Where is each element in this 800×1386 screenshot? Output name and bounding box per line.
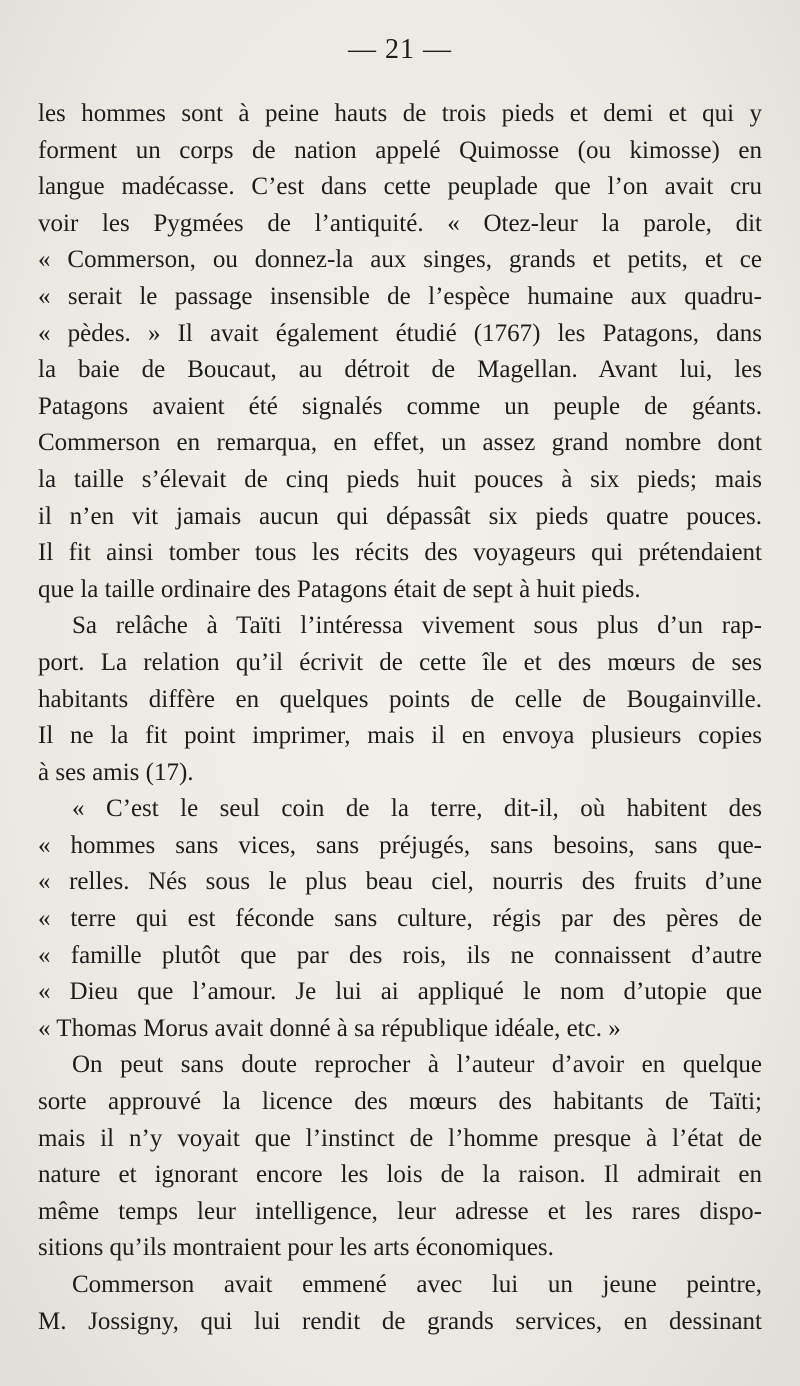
text-line: port. La relation qu’il écrivit de cette île et des mœurs de ses: [38, 648, 762, 676]
text-line: M. Jossigny, qui lui rendit de grands services, en dessinant: [38, 1307, 762, 1335]
text-line: « hommes sans vices, sans préjugés, sans besoins, sans que-: [38, 831, 762, 859]
text-line: même temps leur intelligence, leur adresse et les rares dispo-: [38, 1197, 762, 1225]
body-text: [38, 96, 762, 1340]
text-line: les hommes sont à peine hauts de trois pieds et demi et qui y: [38, 100, 762, 127]
text-line: « relles. Nés sous le plus beau ciel, nourris des fruits d’une: [38, 868, 762, 896]
text-line: « terre qui est féconde sans culture, régis par des pères de: [38, 905, 762, 933]
text-line: Commerson en remarqua, en effet, un assez grand nombre dont: [38, 429, 762, 457]
text-line: habitants diffère en quelques points de celle de Bougainville.: [38, 685, 762, 713]
text-line: mais il n’y voyait que l’instinct de l’homme presque à l’état de: [38, 1124, 762, 1152]
text-line: Sa relâche à Taïti l’intéressa vivement sous plus d’un rap-: [72, 612, 762, 640]
text-line: la taille s’élevait de cinq pieds huit pouces à six pieds; mais: [38, 465, 762, 493]
text-line: que la taille ordinaire des Patagons était de sept à huit pieds.: [38, 575, 641, 603]
text-line: forment un corps de nation appelé Quimosse (ou kimosse) en: [38, 136, 762, 164]
text-line: « C’est le seul coin de la terre, dit-il, où habitent des: [72, 795, 762, 823]
text-line: sitions qu’ils montraient pour les arts économiques.: [38, 1234, 554, 1262]
text-line: sorte approuvé la licence des mœurs des habitants de Taïti;: [38, 1088, 762, 1116]
text-line: Patagons avaient été signalés comme un peuple de géants.: [38, 392, 762, 420]
text-line: On peut sans doute reprocher à l’auteur d’avoir en quelque: [72, 1051, 762, 1079]
text-line: « Commerson, ou donnez-la aux singes, grands et petits, et ce: [38, 246, 762, 274]
text-line: il n’en vit jamais aucun qui dépassât six pieds quatre pouces.: [38, 502, 762, 530]
text-line: la baie de Boucaut, au détroit de Magellan. Avant lui, les: [38, 356, 762, 384]
page-number: — 21 —: [348, 34, 452, 65]
text-line: Il ne la fit point imprimer, mais il en envoya plusieurs copies: [38, 722, 762, 750]
text-line: Il fit ainsi tomber tous les récits des voyageurs qui prétendaient: [38, 539, 762, 567]
text-line: langue madécasse. C’est dans cette peuplade que l’on avait cru: [38, 173, 762, 201]
text-line: « pèdes. » Il avait également étudié (1767) les Patagons, dans: [38, 319, 762, 347]
text-line: « Thomas Morus avait donné à sa république idéale, etc. »: [38, 1014, 621, 1042]
text-line: « famille plutôt que par des rois, ils ne connaissent d’autre: [38, 941, 762, 969]
text-line: Commerson avait emmené avec lui un jeune peintre,: [72, 1271, 762, 1298]
text-line: à ses amis (17).: [38, 758, 194, 786]
text-line: « Dieu que l’amour. Je lui ai appliqué le nom d’utopie que: [38, 978, 762, 1006]
text-line: voir les Pygmées de l’antiquité. « Otez-leur la parole, dit: [38, 209, 762, 237]
text-line: nature et ignorant encore les lois de la raison. Il admirait en: [38, 1161, 762, 1189]
text-line: « serait le passage insensible de l’espèce humaine aux quadru-: [38, 282, 762, 310]
